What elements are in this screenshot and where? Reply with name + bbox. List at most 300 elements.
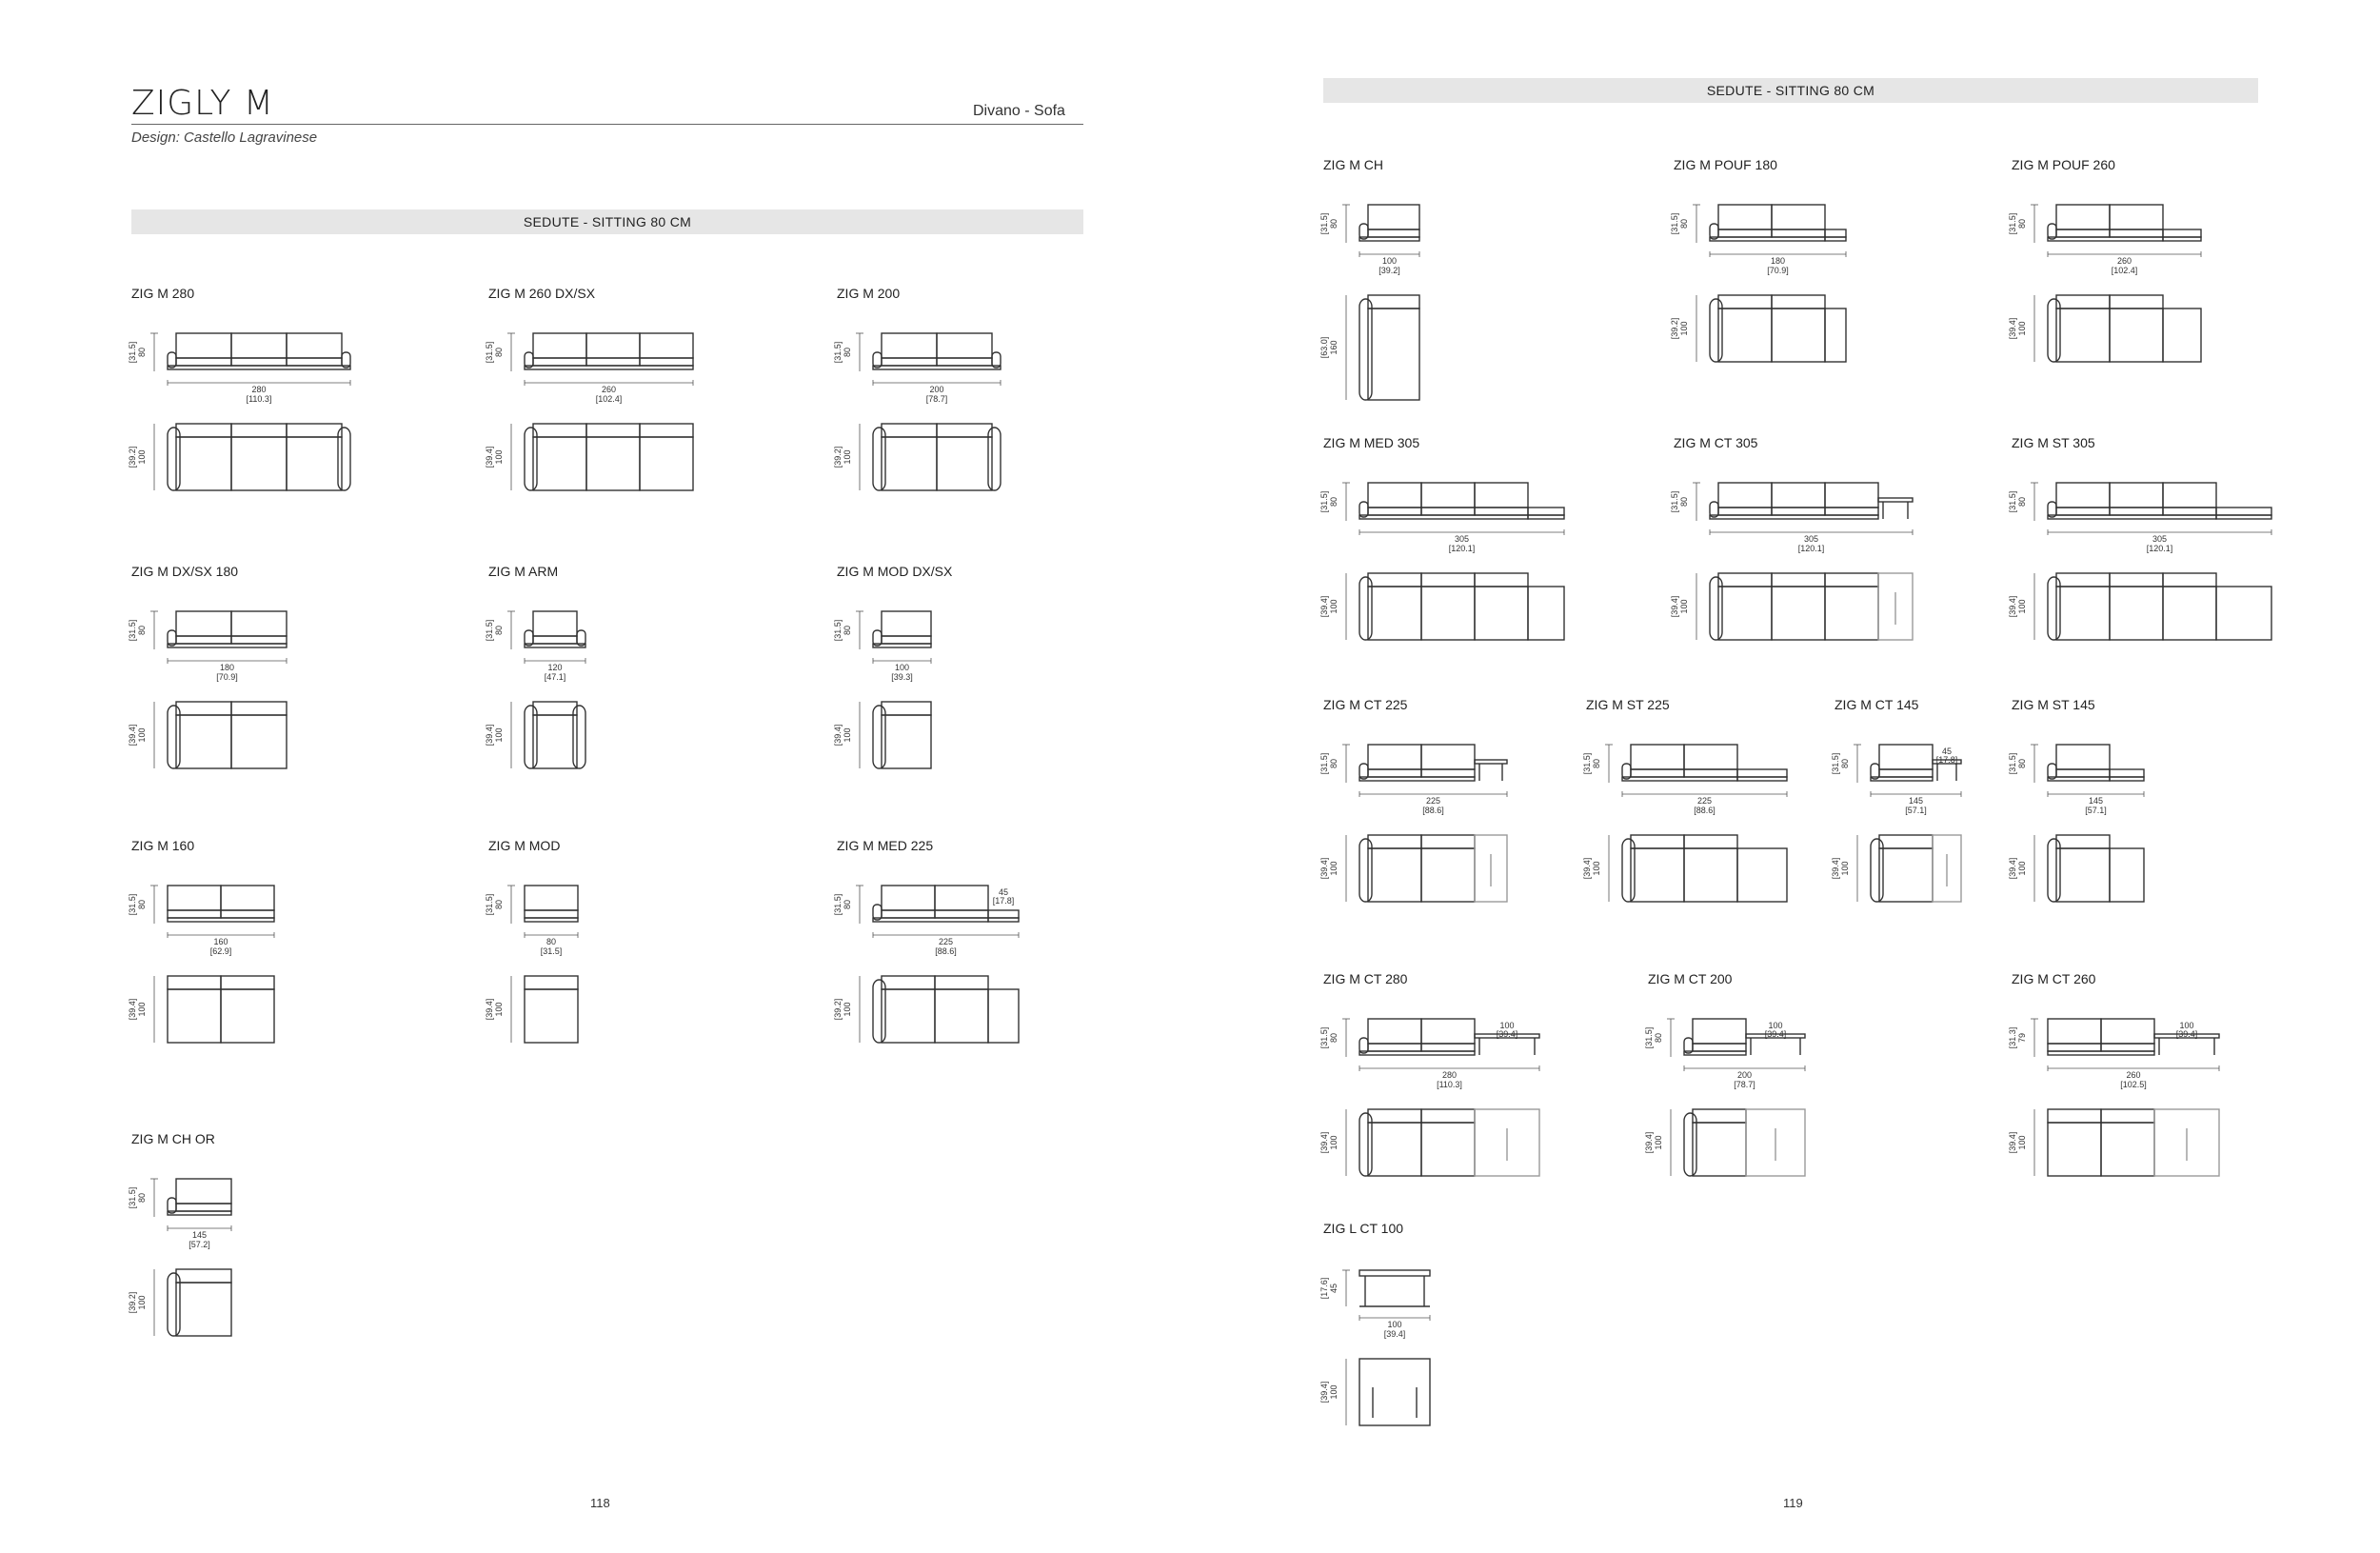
- base-elevation: [873, 366, 1001, 369]
- extension-plan: [2216, 587, 2271, 640]
- width-inch: [88.6]: [935, 946, 957, 956]
- back-cushion-plan: [231, 424, 287, 437]
- seat-cushion-plan: [2056, 848, 2110, 902]
- seat-cushion-elevation: [1718, 229, 1772, 237]
- dimension-lines: [1693, 205, 1846, 362]
- height-cm: 80: [1654, 1032, 1663, 1044]
- back-cushion-plan: [1368, 295, 1419, 309]
- drawing-group: [1359, 205, 1419, 400]
- back-cushion-elevation: [231, 611, 287, 636]
- back-cushion-elevation: [1684, 745, 1737, 769]
- seat-cushion-plan: [176, 715, 231, 768]
- depth-inch: [39.4]: [2008, 595, 2017, 618]
- depth-cm: 100: [1654, 1135, 1663, 1150]
- height-inch: [31.5]: [1644, 1026, 1654, 1049]
- width-cm: 180: [219, 663, 235, 672]
- depth-inch: [63.0]: [1319, 336, 1329, 359]
- depth-cm: 100: [1329, 1384, 1339, 1400]
- back-cushion-plan: [1421, 835, 1475, 848]
- drawing-group: [1684, 1019, 1805, 1176]
- height-inch: [31.5]: [2008, 490, 2017, 513]
- width-inch: [31.5]: [540, 946, 563, 956]
- seat-cushion-plan: [586, 437, 640, 490]
- extension-base: [1737, 777, 1787, 781]
- category-label: Divano - Sofa: [973, 103, 1065, 119]
- seat-cushion-elevation: [1684, 769, 1737, 777]
- seat-cushion-elevation: [640, 358, 693, 366]
- depth-cm: 100: [1679, 599, 1689, 614]
- width-inch: [120.1]: [1448, 544, 1476, 553]
- back-cushion-plan: [1825, 573, 1878, 587]
- height-cm: 80: [137, 625, 147, 636]
- back-cushion-plan: [882, 424, 937, 437]
- back-cushion-elevation: [1879, 745, 1933, 769]
- item-label: ZIG M DX/SX 180: [131, 564, 239, 579]
- depth-inch: [39.2]: [1670, 317, 1679, 340]
- back-cushion-plan: [937, 424, 992, 437]
- elevation-and-plan-zig-m-mod: [485, 838, 812, 1085]
- elevation-and-plan-zig-m-ct-200: [1644, 971, 1972, 1219]
- seat-cushion-plan: [2110, 309, 2163, 362]
- depth-inch: [39.4]: [1831, 857, 1840, 880]
- drawing-group: [525, 333, 693, 490]
- depth-inch: [39.4]: [1670, 595, 1679, 618]
- back-cushion-elevation: [1825, 483, 1878, 508]
- page-number-right: 119: [1783, 1496, 1803, 1510]
- width-cm: 145: [191, 1230, 208, 1240]
- drawing-group: [1359, 483, 1564, 640]
- width-inch: [102.5]: [2120, 1080, 2147, 1089]
- base-elevation: [1359, 515, 1528, 519]
- back-cushion-plan: [1693, 1109, 1746, 1123]
- elevation-and-plan-zig-m-ch-or: [128, 1131, 455, 1379]
- back-cushion-elevation: [586, 333, 640, 358]
- seat-cushion-plan: [1631, 848, 1684, 902]
- seat-cushion-plan: [2048, 1123, 2101, 1176]
- drawing-group: [2048, 205, 2201, 362]
- back-cushion-elevation: [1718, 205, 1772, 229]
- elevation-and-plan-zig-m-pouf-260: [2008, 157, 2335, 405]
- base-elevation: [168, 644, 287, 647]
- seat-cushion-elevation: [1718, 508, 1772, 515]
- height-cm: 80: [2017, 496, 2027, 508]
- extension-plan: [2110, 848, 2144, 902]
- depth-inch: [39.4]: [485, 446, 494, 468]
- width-inch: [39.4]: [1383, 1329, 1406, 1339]
- depth-cm: 100: [2017, 1135, 2027, 1150]
- depth-cm: 100: [137, 449, 147, 465]
- back-cushion-elevation: [533, 333, 586, 358]
- base-elevation: [168, 366, 350, 369]
- extra-dimension-cm: 45: [1941, 747, 1953, 756]
- back-cushion-elevation: [176, 333, 231, 358]
- depth-cm: 100: [843, 1002, 852, 1017]
- dimension-lines: [856, 333, 1001, 490]
- item-label: ZIG M CT 145: [1835, 697, 1919, 712]
- depth-cm: 100: [1329, 1135, 1339, 1150]
- seat-cushion-elevation: [525, 910, 578, 918]
- width-cm: 305: [1803, 534, 1819, 544]
- seat-cushion-elevation: [1879, 769, 1933, 777]
- drawing-group: [1871, 745, 1961, 902]
- height-inch: [31.5]: [485, 893, 494, 916]
- depth-inch: [39.2]: [128, 1291, 137, 1314]
- back-cushion-elevation: [176, 1179, 231, 1204]
- elevation-and-plan-zig-m-mod-dxsx: [833, 564, 1160, 811]
- depth-cm: 160: [1329, 340, 1339, 355]
- seat-cushion-elevation: [2056, 508, 2110, 515]
- depth-cm: 100: [494, 1002, 504, 1017]
- depth-inch: [39.4]: [833, 724, 843, 747]
- elevation-and-plan-zig-m-200: [833, 286, 1160, 533]
- height-cm: 80: [137, 899, 147, 910]
- height-inch: [31.5]: [1319, 752, 1329, 775]
- depth-cm: 100: [1329, 599, 1339, 614]
- width-cm: 120: [547, 663, 563, 672]
- height-inch: [31.5]: [485, 341, 494, 364]
- width-cm: 145: [2088, 796, 2104, 806]
- dimension-lines: [2031, 483, 2271, 640]
- seat-cushion-plan: [937, 437, 992, 490]
- width-cm: 260: [2126, 1070, 2141, 1080]
- back-cushion-plan: [525, 976, 578, 989]
- back-cushion-elevation: [935, 886, 988, 910]
- back-cushion-plan: [935, 976, 988, 989]
- back-cushion-elevation: [882, 611, 931, 636]
- width-inch: [57.1]: [1905, 806, 1927, 815]
- depth-inch: [39.4]: [1319, 1381, 1329, 1404]
- back-cushion-elevation: [221, 886, 274, 910]
- back-cushion-elevation: [231, 333, 287, 358]
- elevation-and-plan-zig-m-ct-260: [2008, 971, 2335, 1219]
- seat-cushion-elevation: [168, 910, 221, 918]
- height-cm: 80: [137, 1192, 147, 1204]
- base-elevation: [1359, 777, 1475, 781]
- depth-inch: [39.4]: [128, 998, 137, 1021]
- base-elevation: [2048, 1051, 2154, 1055]
- seat-cushion-plan: [882, 715, 931, 768]
- seat-cushion-elevation: [1368, 229, 1419, 237]
- height-cm: 80: [494, 347, 504, 358]
- width-cm: 225: [938, 937, 954, 946]
- seat-cushion-plan: [231, 715, 287, 768]
- seat-cushion-plan: [1718, 587, 1772, 640]
- seat-cushion-plan: [1684, 848, 1737, 902]
- extension-base: [988, 918, 1019, 922]
- drawing-group: [1622, 745, 1787, 902]
- seat-cushion-elevation: [2048, 1044, 2101, 1051]
- item-label: ZIG M ARM: [488, 564, 559, 579]
- depth-cm: 100: [843, 449, 852, 465]
- seat-cushion-elevation: [937, 358, 992, 366]
- back-cushion-plan: [1368, 835, 1421, 848]
- width-inch: [57.2]: [188, 1240, 210, 1249]
- extension-seat: [2216, 508, 2271, 515]
- extra-dimension-inch: [39.4]: [1764, 1029, 1787, 1039]
- width-cm: 100: [1387, 1320, 1402, 1329]
- base-elevation: [2048, 777, 2110, 781]
- back-cushion-plan: [586, 424, 640, 437]
- dimension-lines: [150, 611, 287, 768]
- base-elevation: [1684, 1051, 1746, 1055]
- back-cushion-plan: [2048, 1109, 2101, 1123]
- extension-base: [1825, 237, 1846, 241]
- back-cushion-plan: [533, 424, 586, 437]
- back-cushion-elevation: [1772, 205, 1825, 229]
- width-inch: [102.4]: [595, 394, 623, 404]
- back-cushion-plan: [1772, 573, 1825, 587]
- back-cushion-plan: [1718, 295, 1772, 309]
- depth-inch: [39.4]: [2008, 857, 2017, 880]
- seat-cushion-elevation: [2056, 769, 2110, 777]
- back-cushion-plan: [2056, 573, 2110, 587]
- width-inch: [39.3]: [891, 672, 913, 682]
- seat-cushion-plan: [1368, 587, 1421, 640]
- back-cushion-elevation: [1772, 483, 1825, 508]
- back-cushion-elevation: [2056, 745, 2110, 769]
- item-label: ZIG L CT 100: [1323, 1221, 1404, 1236]
- extension-seat: [1825, 229, 1846, 237]
- item-label: ZIG M CT 260: [2012, 971, 2096, 986]
- depth-inch: [39.4]: [485, 998, 494, 1021]
- back-cushion-elevation: [2163, 483, 2216, 508]
- base-elevation: [1359, 237, 1419, 241]
- seat-cushion-elevation: [882, 910, 935, 918]
- width-cm: 280: [1441, 1070, 1458, 1080]
- elevation-and-plan-zig-m-arm: [485, 564, 812, 811]
- dimension-lines: [2031, 1019, 2219, 1176]
- item-label: ZIG M CT 200: [1648, 971, 1733, 986]
- height-inch: [31.5]: [2008, 212, 2017, 235]
- base-elevation: [1710, 515, 1878, 519]
- depth-cm: 100: [1679, 321, 1689, 336]
- arm-plan: [1359, 299, 1372, 400]
- width-inch: [102.4]: [2111, 266, 2138, 275]
- height-cm: 80: [494, 625, 504, 636]
- elevation-and-plan-zig-m-pouf-180: [1670, 157, 1997, 405]
- width-inch: [78.7]: [1734, 1080, 1755, 1089]
- section-bar-left: SEDUTE - SITTING 80 CM: [131, 209, 1083, 234]
- elevation-and-plan-zig-m-ct-305: [1670, 435, 1997, 683]
- width-inch: [88.6]: [1694, 806, 1716, 815]
- item-label: ZIG M CT 305: [1674, 435, 1758, 450]
- depth-inch: [39.2]: [833, 998, 843, 1021]
- back-cushion-plan: [221, 976, 274, 989]
- height-inch: [31.5]: [1319, 212, 1329, 235]
- width-inch: [62.9]: [209, 946, 232, 956]
- seat-cushion-elevation: [231, 636, 287, 644]
- base-elevation: [2048, 237, 2163, 241]
- seat-cushion-plan: [882, 437, 937, 490]
- drawing-group: [168, 1179, 231, 1336]
- dimension-lines: [1667, 1019, 1805, 1176]
- item-label: ZIG M MOD: [488, 838, 561, 853]
- elevation-and-plan-zig-m-st-145: [2008, 697, 2335, 945]
- base-elevation: [1359, 1051, 1475, 1055]
- base-elevation: [1710, 237, 1825, 241]
- seat-cushion-elevation: [935, 910, 988, 918]
- page-number-left: 118: [590, 1496, 610, 1510]
- width-inch: [57.1]: [2085, 806, 2107, 815]
- back-cushion-plan: [1421, 573, 1475, 587]
- dimension-lines: [856, 611, 931, 768]
- depth-inch: [39.4]: [1644, 1131, 1654, 1154]
- height-inch: [17.6]: [1319, 1277, 1329, 1300]
- base-elevation: [873, 918, 988, 922]
- item-label: ZIG M MED 225: [837, 838, 934, 853]
- back-cushion-plan: [287, 424, 342, 437]
- width-cm: 145: [1908, 796, 1924, 806]
- back-cushion-elevation: [1693, 1019, 1746, 1044]
- extension-plan: [1528, 587, 1564, 640]
- width-cm: 260: [2116, 256, 2132, 266]
- height-inch: [31.5]: [833, 341, 843, 364]
- drawing-group: [1359, 745, 1507, 902]
- seat-cushion-plan: [1879, 848, 1933, 902]
- seat-cushion-elevation: [2101, 1044, 2154, 1051]
- item-label: ZIG M 200: [837, 286, 901, 301]
- back-cushion-plan: [2101, 1109, 2154, 1123]
- seat-cushion-elevation: [1475, 508, 1528, 515]
- side-table-top: [1475, 760, 1507, 764]
- seat-cushion-plan: [882, 989, 935, 1043]
- back-cushion-plan: [533, 702, 577, 715]
- item-label: ZIG M CT 225: [1323, 697, 1408, 712]
- back-cushion-plan: [1879, 835, 1933, 848]
- seat-cushion-elevation: [176, 1204, 231, 1211]
- back-cushion-plan: [176, 424, 231, 437]
- drawing-group: [2048, 1019, 2219, 1176]
- depth-cm: 100: [137, 1002, 147, 1017]
- back-cushion-plan: [176, 702, 231, 715]
- elevation-and-plan-zig-l-ct-100: [1319, 1221, 1647, 1468]
- width-cm: 80: [545, 937, 557, 946]
- seat-cushion-plan: [168, 989, 221, 1043]
- depth-cm: 100: [2017, 599, 2027, 614]
- item-label: ZIG M MOD DX/SX: [837, 564, 953, 579]
- back-cushion-elevation: [2048, 1019, 2101, 1044]
- back-cushion-plan: [1368, 1109, 1421, 1123]
- elevation-and-plan-zig-m-ct-280: [1319, 971, 1647, 1219]
- seat-cushion-elevation: [2056, 229, 2110, 237]
- drawing-group: [168, 333, 350, 490]
- back-cushion-plan: [1475, 573, 1528, 587]
- item-label: ZIG M CH OR: [131, 1131, 215, 1146]
- item-label: ZIG M ST 145: [2012, 697, 2095, 712]
- width-cm: 280: [251, 385, 267, 394]
- seat-cushion-plan: [287, 437, 342, 490]
- width-cm: 160: [213, 937, 228, 946]
- back-cushion-plan: [1368, 573, 1421, 587]
- height-cm: 80: [843, 347, 852, 358]
- table-plan: [1359, 1359, 1430, 1425]
- height-inch: [31.5]: [1582, 752, 1592, 775]
- extension-seat: [2110, 769, 2144, 777]
- width-inch: [88.6]: [1422, 806, 1444, 815]
- seat-cushion-plan: [1825, 587, 1878, 640]
- height-cm: 80: [1679, 218, 1689, 229]
- height-cm: 80: [1679, 496, 1689, 508]
- drawing-group: [525, 611, 585, 768]
- back-cushion-plan: [882, 702, 931, 715]
- extension-seat: [1528, 508, 1564, 515]
- dimension-lines: [507, 886, 578, 1043]
- seat-cushion-elevation: [176, 358, 231, 366]
- back-cushion-plan: [231, 702, 287, 715]
- seat-cushion-plan: [640, 437, 693, 490]
- height-cm: 80: [1329, 758, 1339, 769]
- drawing-group: [525, 886, 578, 1043]
- extra-dimension-inch: [39.4]: [1496, 1029, 1518, 1039]
- extension-base: [2163, 237, 2201, 241]
- title-rule: [131, 124, 1083, 125]
- back-cushion-plan: [1421, 1109, 1475, 1123]
- back-cushion-elevation: [882, 333, 937, 358]
- depth-inch: [39.4]: [128, 724, 137, 747]
- height-cm: 80: [843, 899, 852, 910]
- seat-cushion-plan: [1368, 1123, 1421, 1176]
- back-cushion-elevation: [1368, 745, 1421, 769]
- drawing-group: [1359, 1019, 1539, 1176]
- seat-cushion-elevation: [882, 358, 937, 366]
- seat-cushion-plan: [2110, 587, 2163, 640]
- height-cm: 80: [1840, 758, 1850, 769]
- dimension-lines: [1342, 745, 1507, 902]
- drawing-group: [168, 611, 287, 768]
- extra-dimension-inch: [39.4]: [2175, 1029, 2198, 1039]
- height-cm: 80: [1329, 1032, 1339, 1044]
- back-cushion-plan: [168, 976, 221, 989]
- seat-cushion-plan: [1772, 587, 1825, 640]
- elevation-and-plan-zig-m-dxsx-180: [128, 564, 455, 811]
- depth-inch: [39.2]: [128, 446, 137, 468]
- elevation-and-plan-zig-m-med-305: [1319, 435, 1647, 683]
- back-cushion-plan: [2056, 295, 2110, 309]
- drawing-group: [2048, 483, 2271, 640]
- item-label: ZIG M CH: [1323, 157, 1383, 172]
- height-inch: [31.5]: [1670, 212, 1679, 235]
- back-cushion-elevation: [882, 886, 935, 910]
- width-cm: 100: [894, 663, 910, 672]
- extension-plan: [1737, 848, 1787, 902]
- seat-cushion-elevation: [287, 358, 342, 366]
- base-elevation: [1622, 777, 1737, 781]
- back-cushion-plan: [882, 976, 935, 989]
- base-elevation: [873, 644, 931, 647]
- height-inch: [31.5]: [1319, 1026, 1329, 1049]
- elevation-and-plan-zig-m-260: [485, 286, 812, 533]
- extension-base: [1528, 515, 1564, 519]
- height-cm: 80: [137, 347, 147, 358]
- height-cm: 80: [494, 899, 504, 910]
- elevation-and-plan-zig-m-160: [128, 838, 455, 1085]
- width-inch: [70.9]: [1767, 266, 1789, 275]
- extra-dimension-cm: 100: [2179, 1021, 2194, 1030]
- seat-cushion-plan: [1718, 309, 1772, 362]
- width-inch: [70.9]: [216, 672, 238, 682]
- depth-inch: [39.4]: [2008, 317, 2017, 340]
- seat-cushion-elevation: [1368, 1044, 1421, 1051]
- height-cm: 80: [1329, 496, 1339, 508]
- seat-cushion-plan: [176, 1283, 231, 1336]
- seat-cushion-plan: [1421, 848, 1475, 902]
- designer-credit: Design: Castello Lagravinese: [131, 129, 318, 146]
- height-inch: [31.5]: [1831, 752, 1840, 775]
- depth-inch: [39.4]: [2008, 1131, 2017, 1154]
- depth-inch: [39.4]: [485, 724, 494, 747]
- seat-cushion-plan: [1368, 848, 1421, 902]
- base-elevation: [2048, 515, 2216, 519]
